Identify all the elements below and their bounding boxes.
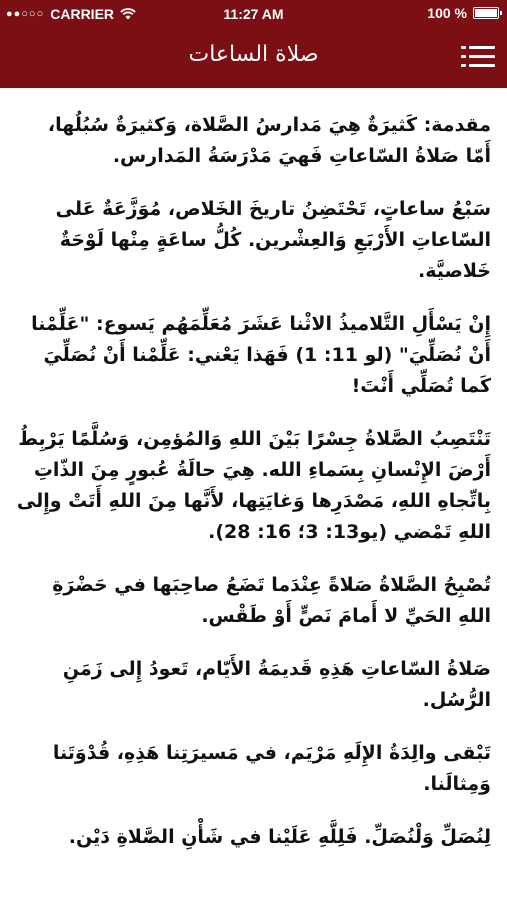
status-time: 11:27 AM — [223, 6, 284, 22]
paragraph-intro: مقدمة: كَثيرَةٌ هِيَ مَدارسُ الصَّلاة، وَكثيرَةٌ سُبُلُها، أَمّا صَلاةُ السّاعاتِ فَهيَ مَدْرَسَةُ المَدارس. — [47, 114, 491, 167]
paragraph-seven-hours: سَبْعُ ساعاتٍ، تَحْتَضِنُ تاريخَ الخَلاص، مُوَزَّعَةٌ عَلى السّاعاتِ الأَرْبَعِ وَالعِشْرين. كُلُّ ساعَةٍ مِنْها لَوْحَةٌ خَلاصيَّة. — [55, 198, 491, 282]
paragraph-teach-us-to-pray: إِنْ يَسْأَلِ التَّلاميذُ الاثْنا عَشَرَ مُعَلِّمَهُم يَسوع: "عَلِّمْنا أَنْ نُصَلِّيَ" (لو 11: 1) فَهَذا يَعْني: عَلِّمْنا أَنْ نُصَلِّيَ كَما تُصَلِّي أَنْتَ! — [31, 313, 491, 397]
battery-percent: 100 % — [427, 5, 467, 21]
carrier-label: CARRIER — [50, 6, 115, 22]
paragraph-presence: تُصْبِحُ الصَّلاةُ صَلاةً عِنْدَما تَضَعُ صاحِبَها في حَضْرَةِ اللهِ الحَيِّ لا أَمامَ نَصٍّ أَوْ طَقْس. — [52, 574, 491, 627]
navigation-bar — [0, 28, 507, 88]
app-header — [0, 0, 507, 88]
menu-button[interactable] — [461, 44, 495, 70]
status-bar — [0, 0, 507, 28]
paragraph-mary: تَبْقى والِدَةُ الإِلَهِ مَرْيَم، في مَسيرَتِنا هَذِهِ، قُدْوَتَنا وَمِثالَنا. — [52, 742, 491, 795]
paragraph-prayer-bridge: تَنْتَصِبُ الصَّلاةُ جِسْرًا بَيْنَ اللهِ وَالمُؤمِن، وَسُلَّمًا يَرْبِطُ أَرْضَ الإِنْسانِ بِسَماءِ الله. هِيَ حالَةُ عُبورٍ مِنَ الذّاتِ بِاتِّجاهِ اللهِ، مَصْدَرِها وَغايَتِها، لأَنَّها مِنَ اللهِ أَتَتْ وإِلى اللهِ تَمْضي (يو13: 3؛ 16: 28). — [16, 428, 491, 543]
page-title: صلاة الساعات — [188, 42, 319, 67]
paragraph-ancient: صَلاةُ السّاعاتِ هَذِهِ قَديمَةُ الأَيّام، تَعودُ إِلى زَمَنِ الرُّسُل. — [62, 658, 491, 711]
signal-strength-icon: ●●○○○ — [6, 8, 45, 20]
paragraph-closing: لِنُصَلِّ وَلْنُصَلِّ. فَلِلَّهِ عَلَيْنا في شَأْنِ الصَّلاةِ دَيْن. — [68, 826, 491, 848]
status-bar-right — [427, 5, 499, 21]
hamburger-icon — [461, 46, 466, 49]
article-content — [16, 110, 491, 875]
battery-icon — [473, 7, 499, 19]
